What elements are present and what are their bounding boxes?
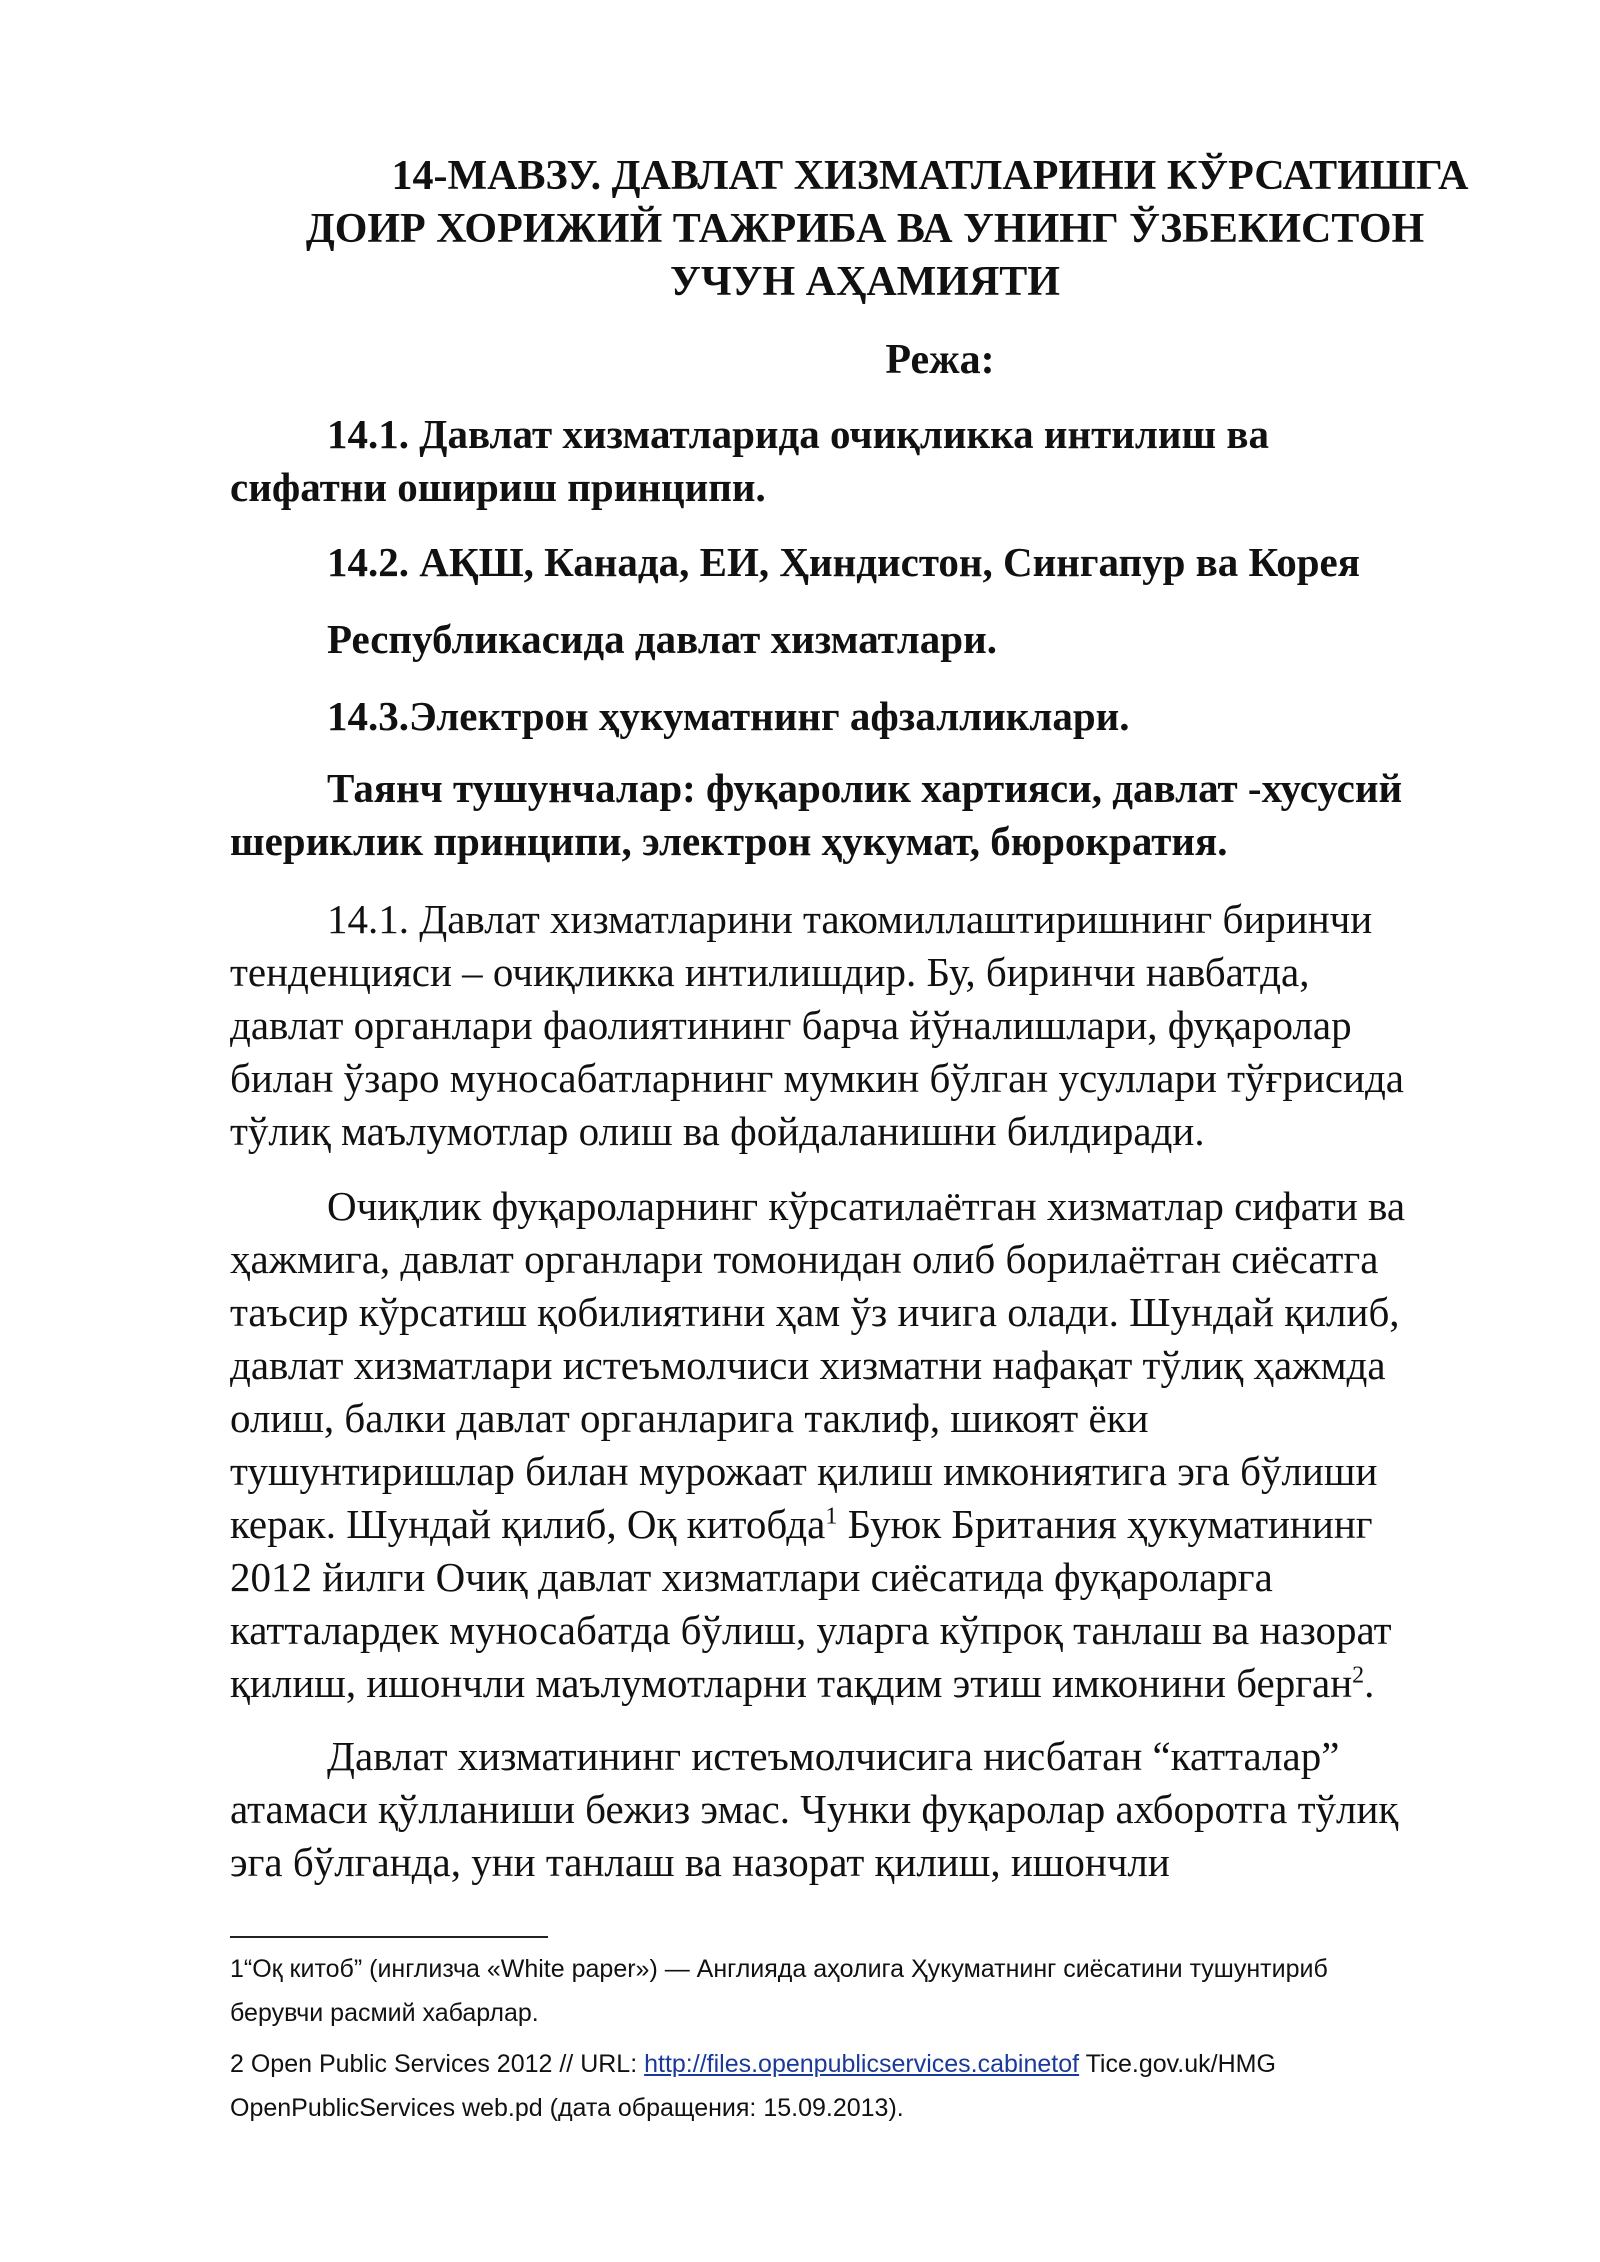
plan-item-2: [230, 536, 1500, 589]
paragraph-2-line-7-b: Буюк Британия ҳукуматининг: [837, 1501, 1373, 1547]
paragraph-1-line-5: тўлиқ маълумотлар олиш ва фойдаланишни билдиради.: [230, 1108, 1205, 1154]
plan-item-1-line-1: 14.1. Давлат хизматларида очиқликка интилиш ва: [327, 411, 1269, 457]
title-line-1: 14-МАВЗУ. ДАВЛАТ ХИЗМАТЛАРИНИ КЎРСАТИШГА: [391, 153, 1469, 199]
footnote-1-line-2: берувчи расмий хабарлар.: [230, 1999, 539, 2027]
plan-item-1: [230, 408, 1500, 514]
plan-item-2-continued: [230, 613, 1500, 666]
paragraph-3-line-3: эга бўлганда, уни танлаш ва назорат қилиш, ишончли: [230, 1839, 1170, 1885]
footnote-2: [230, 2042, 1510, 2130]
paragraph-2-line-1: Очиқлик фуқароларнинг кўрсатилаётган хизматлар сифати ва: [327, 1183, 1406, 1229]
footnote-2-line-1: [230, 2042, 1510, 2086]
paragraph-2-line-6: тушунтиришлар билан мурожаат қилиш имкониятига эга бўлиши: [230, 1448, 1378, 1494]
paragraph-2-line-4: давлат хизматлари истеъмолчиси хизматни нафақат тўлиқ ҳажмда: [230, 1342, 1386, 1388]
paragraph-2-line-8: 2012 йилги Очиқ давлат хизматлари сиёсатида фуқароларга: [230, 1554, 1273, 1600]
key-concepts-line-1: Таянч тушунчалар: фуқаролик хартияси, давлат -хусусий: [327, 765, 1403, 811]
footnote-ref-1[interactable]: 1: [825, 1503, 838, 1530]
plan-item-2-line-2: Республикасида давлат хизматлари.: [327, 616, 997, 662]
paragraph-2-line-10-b: .: [1364, 1660, 1375, 1706]
paragraph-1-line-4: билан ўзаро муносабатларнинг мумкин бўлган усуллари тўғрисида: [230, 1055, 1405, 1101]
footnote-1: [230, 1947, 1510, 2035]
paragraph-2: [230, 1180, 1500, 1710]
footnote-1-line-1: 1“Оқ китоб” (инглизча «White paper») — Англияда аҳолига Ҳукуматнинг сиёсатини тушунтириб: [230, 1955, 1328, 1983]
paragraph-2-line-10: [230, 1657, 1500, 1710]
paragraph-1-line-2: тенденцияси – очиқликка интилишдир. Бу, биринчи навбатда,: [230, 949, 1310, 995]
footnote-2-prefix: 2 Open Public Services 2012 // URL:: [230, 2050, 645, 2078]
title-line-3: УЧУН АҲАМИЯТИ: [670, 259, 1060, 305]
paragraph-3: [230, 1730, 1500, 1889]
key-concepts-line-2: шериклик принципи, электрон ҳукумат, бюрократия.: [230, 818, 1228, 864]
paragraph-2-line-7: [230, 1498, 1500, 1551]
plan-item-3-line-1: 14.3.Электрон ҳукуматнинг афзалликлари.: [327, 693, 1130, 739]
paragraph-3-line-1: Давлат хизматининг истеъмолчисига нисбатан “катталар”: [327, 1733, 1340, 1779]
footnote-2-link[interactable]: http://files.openpublicservices.cabinetof: [644, 2050, 1080, 2078]
plan-item-1-line-2: сифатни ошириш принципи.: [230, 464, 766, 510]
footnote-separator: [230, 1936, 548, 1938]
footnote-ref-2[interactable]: 2: [1352, 1662, 1365, 1689]
plan-heading: Режа:: [885, 337, 995, 383]
paragraph-1-line-3: давлат органлари фаолиятининг барча йўналишлари, фуқаролар: [230, 1002, 1352, 1048]
plan-item-3: [230, 690, 1500, 743]
key-concepts: [230, 762, 1500, 868]
footnote-2-suffix: Tice.gov.uk/HMG: [1079, 2050, 1276, 2078]
paragraph-2-line-9: катталардек муносабатда бўлиш, уларга кўпроқ танлаш ва назорат: [230, 1607, 1392, 1653]
plan-item-2-line-1: 14.2. АҚШ, Канада, ЕИ, Ҳиндистон, Сингапур ва Корея: [327, 539, 1360, 585]
paragraph-2-line-5: олиш, балки давлат органларига таклиф, шикоят ёки: [230, 1395, 1149, 1441]
title-line-2: ДОИР ХОРИЖИЙ ТАЖРИБА ВА УНИНГ ЎЗБЕКИСТОН: [305, 206, 1425, 252]
paragraph-2-line-7-a: керак. Шундай қилиб, Оқ китобда: [230, 1501, 826, 1547]
footnote-2-line-2: OpenPublicServices web.pd (дата обращения: 15.09.2013).: [230, 2094, 904, 2122]
paragraph-1-line-1: 14.1. Давлат хизматларини такомиллаштиришнинг биринчи: [327, 896, 1373, 942]
paragraph-3-line-2: атамаси қўлланиши бежиз эмас. Чунки фуқаролар ахборотга тўлиқ: [230, 1786, 1399, 1832]
paragraph-1: [230, 893, 1500, 1158]
paragraph-2-line-2: ҳажмига, давлат органлари томонидан олиб борилаётган сиёсатга: [230, 1236, 1379, 1282]
paragraph-2-line-3: таъсир кўрсатиш қобилиятини ҳам ўз ичига олади. Шундай қилиб,: [230, 1289, 1400, 1335]
paragraph-2-line-10-a: қилиш, ишончли маълумотларни тақдим этиш имконини берган: [230, 1660, 1353, 1706]
page-title: [230, 150, 1500, 309]
